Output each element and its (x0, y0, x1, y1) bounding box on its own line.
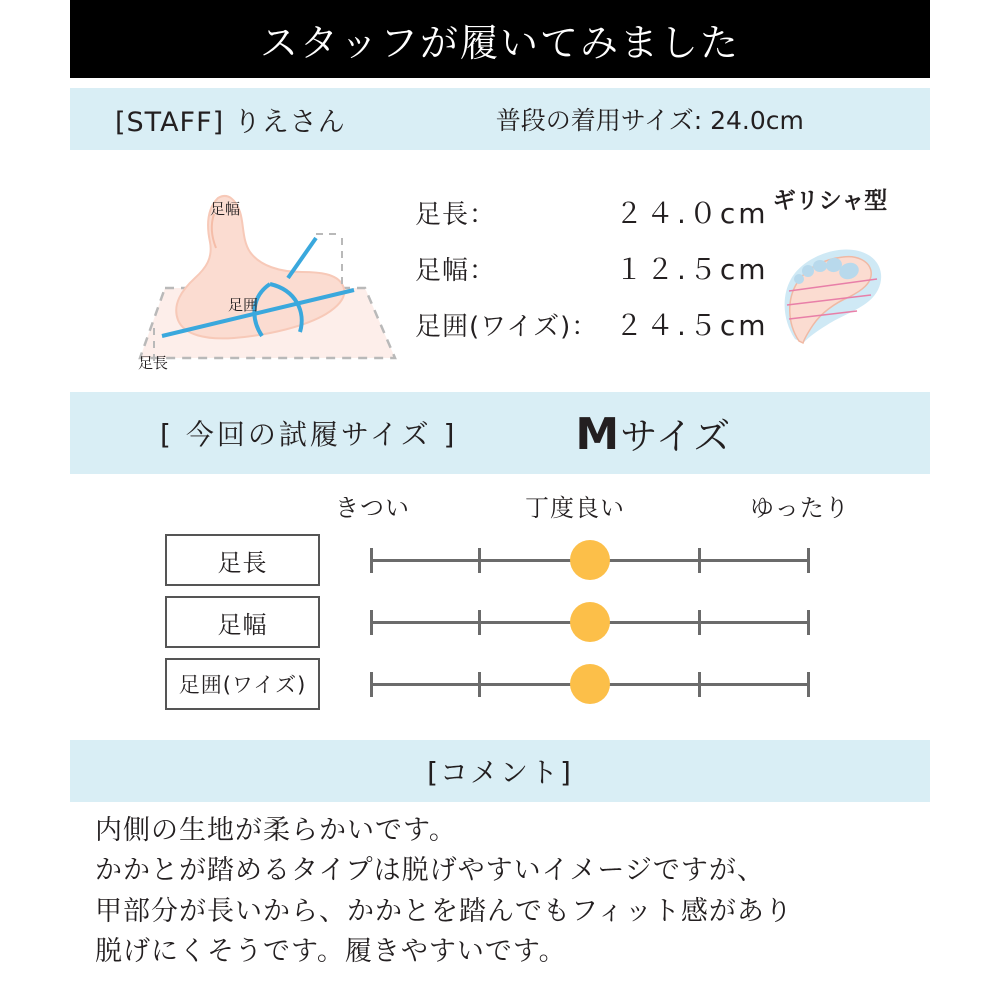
scale-marker-dot (570, 602, 610, 642)
staff-info-bar (70, 88, 930, 150)
toe-type-icon (765, 221, 895, 351)
label-girth-illustration: 足囲 (228, 296, 259, 314)
comment-title: [コメント] (427, 756, 573, 789)
tried-size-bar (70, 392, 930, 474)
scale-header-loose: ゆったり (750, 494, 850, 522)
scale-tick (698, 548, 701, 573)
measurement-value: ２４.０cm (615, 197, 769, 230)
fit-scale-row-girth (70, 658, 930, 714)
toe-type-label: ギリシャ型 (772, 188, 888, 214)
scale-tick (807, 610, 810, 635)
scale-header-just: 丁度良い (525, 494, 625, 522)
scale-track (370, 683, 810, 686)
measurement-section (70, 160, 930, 390)
measurement-row-girth (415, 304, 769, 360)
measurement-label: 足長： (415, 200, 497, 230)
staff-name: [STAFF] りえさん (115, 106, 346, 138)
measurement-value: １２.５cm (615, 253, 769, 286)
tried-size-suffix: サイズ (620, 415, 732, 458)
staff-usual-size: 普段の着用サイズ: 24.0cm (495, 106, 804, 135)
label-width-illustration: 足幅 (210, 200, 241, 218)
comment-line: 甲部分が長いから、かかとを踏んでもフィット感があり (95, 895, 793, 927)
measurement-label: 足囲(ワイズ)： (415, 312, 599, 342)
toe-type-block (750, 182, 910, 355)
scale-tick (478, 610, 481, 635)
comment-line: かかとが踏めるタイプは脱げやすいイメージですが、 (95, 855, 765, 887)
scale-tick (807, 672, 810, 697)
tried-size-value (575, 406, 731, 460)
scale-tick (698, 672, 701, 697)
scale-marker-dot (570, 540, 610, 580)
scale-tick (370, 548, 373, 573)
scale-tick (370, 610, 373, 635)
comment-line: 内側の生地が柔らかいです。 (95, 815, 457, 846)
comment-body (95, 812, 925, 973)
foot-diagram-svg (110, 168, 410, 383)
label-length-illustration: 足長 (138, 354, 169, 372)
comment-line: 脱げにくそうです。履きやすいです。 (95, 935, 567, 967)
scale-tick (478, 548, 481, 573)
scale-tick (478, 672, 481, 697)
scale-tick (807, 548, 810, 573)
measurement-row-length (415, 192, 769, 248)
foot-diagram (110, 168, 410, 383)
scale-marker-dot (570, 664, 610, 704)
scale-track (370, 559, 810, 562)
scale-row-label: 足幅 (165, 596, 320, 648)
fit-scale-row-width (70, 596, 930, 652)
scale-tick (698, 610, 701, 635)
page-title: スタッフが履いてみました (259, 20, 740, 65)
tried-size-label: [ 今回の試履サイズ ] (160, 418, 458, 451)
tried-size-letter: M (575, 409, 621, 460)
measurement-list (415, 192, 769, 360)
fit-scale-header (70, 482, 930, 526)
scale-row-label: 足長 (165, 534, 320, 586)
fit-scale-section (70, 482, 930, 732)
scale-tick (370, 672, 373, 697)
scale-track (370, 621, 810, 624)
measurement-value: ２４.５cm (615, 309, 769, 342)
fit-scale-row-length (70, 534, 930, 590)
scale-header-tight: きつい (335, 494, 410, 522)
measurement-label: 足幅： (415, 256, 497, 286)
scale-row-label: 足囲(ワイズ) (165, 658, 320, 710)
comment-header-bar (70, 740, 930, 802)
measurement-row-width (415, 248, 769, 304)
header-banner (70, 0, 930, 78)
